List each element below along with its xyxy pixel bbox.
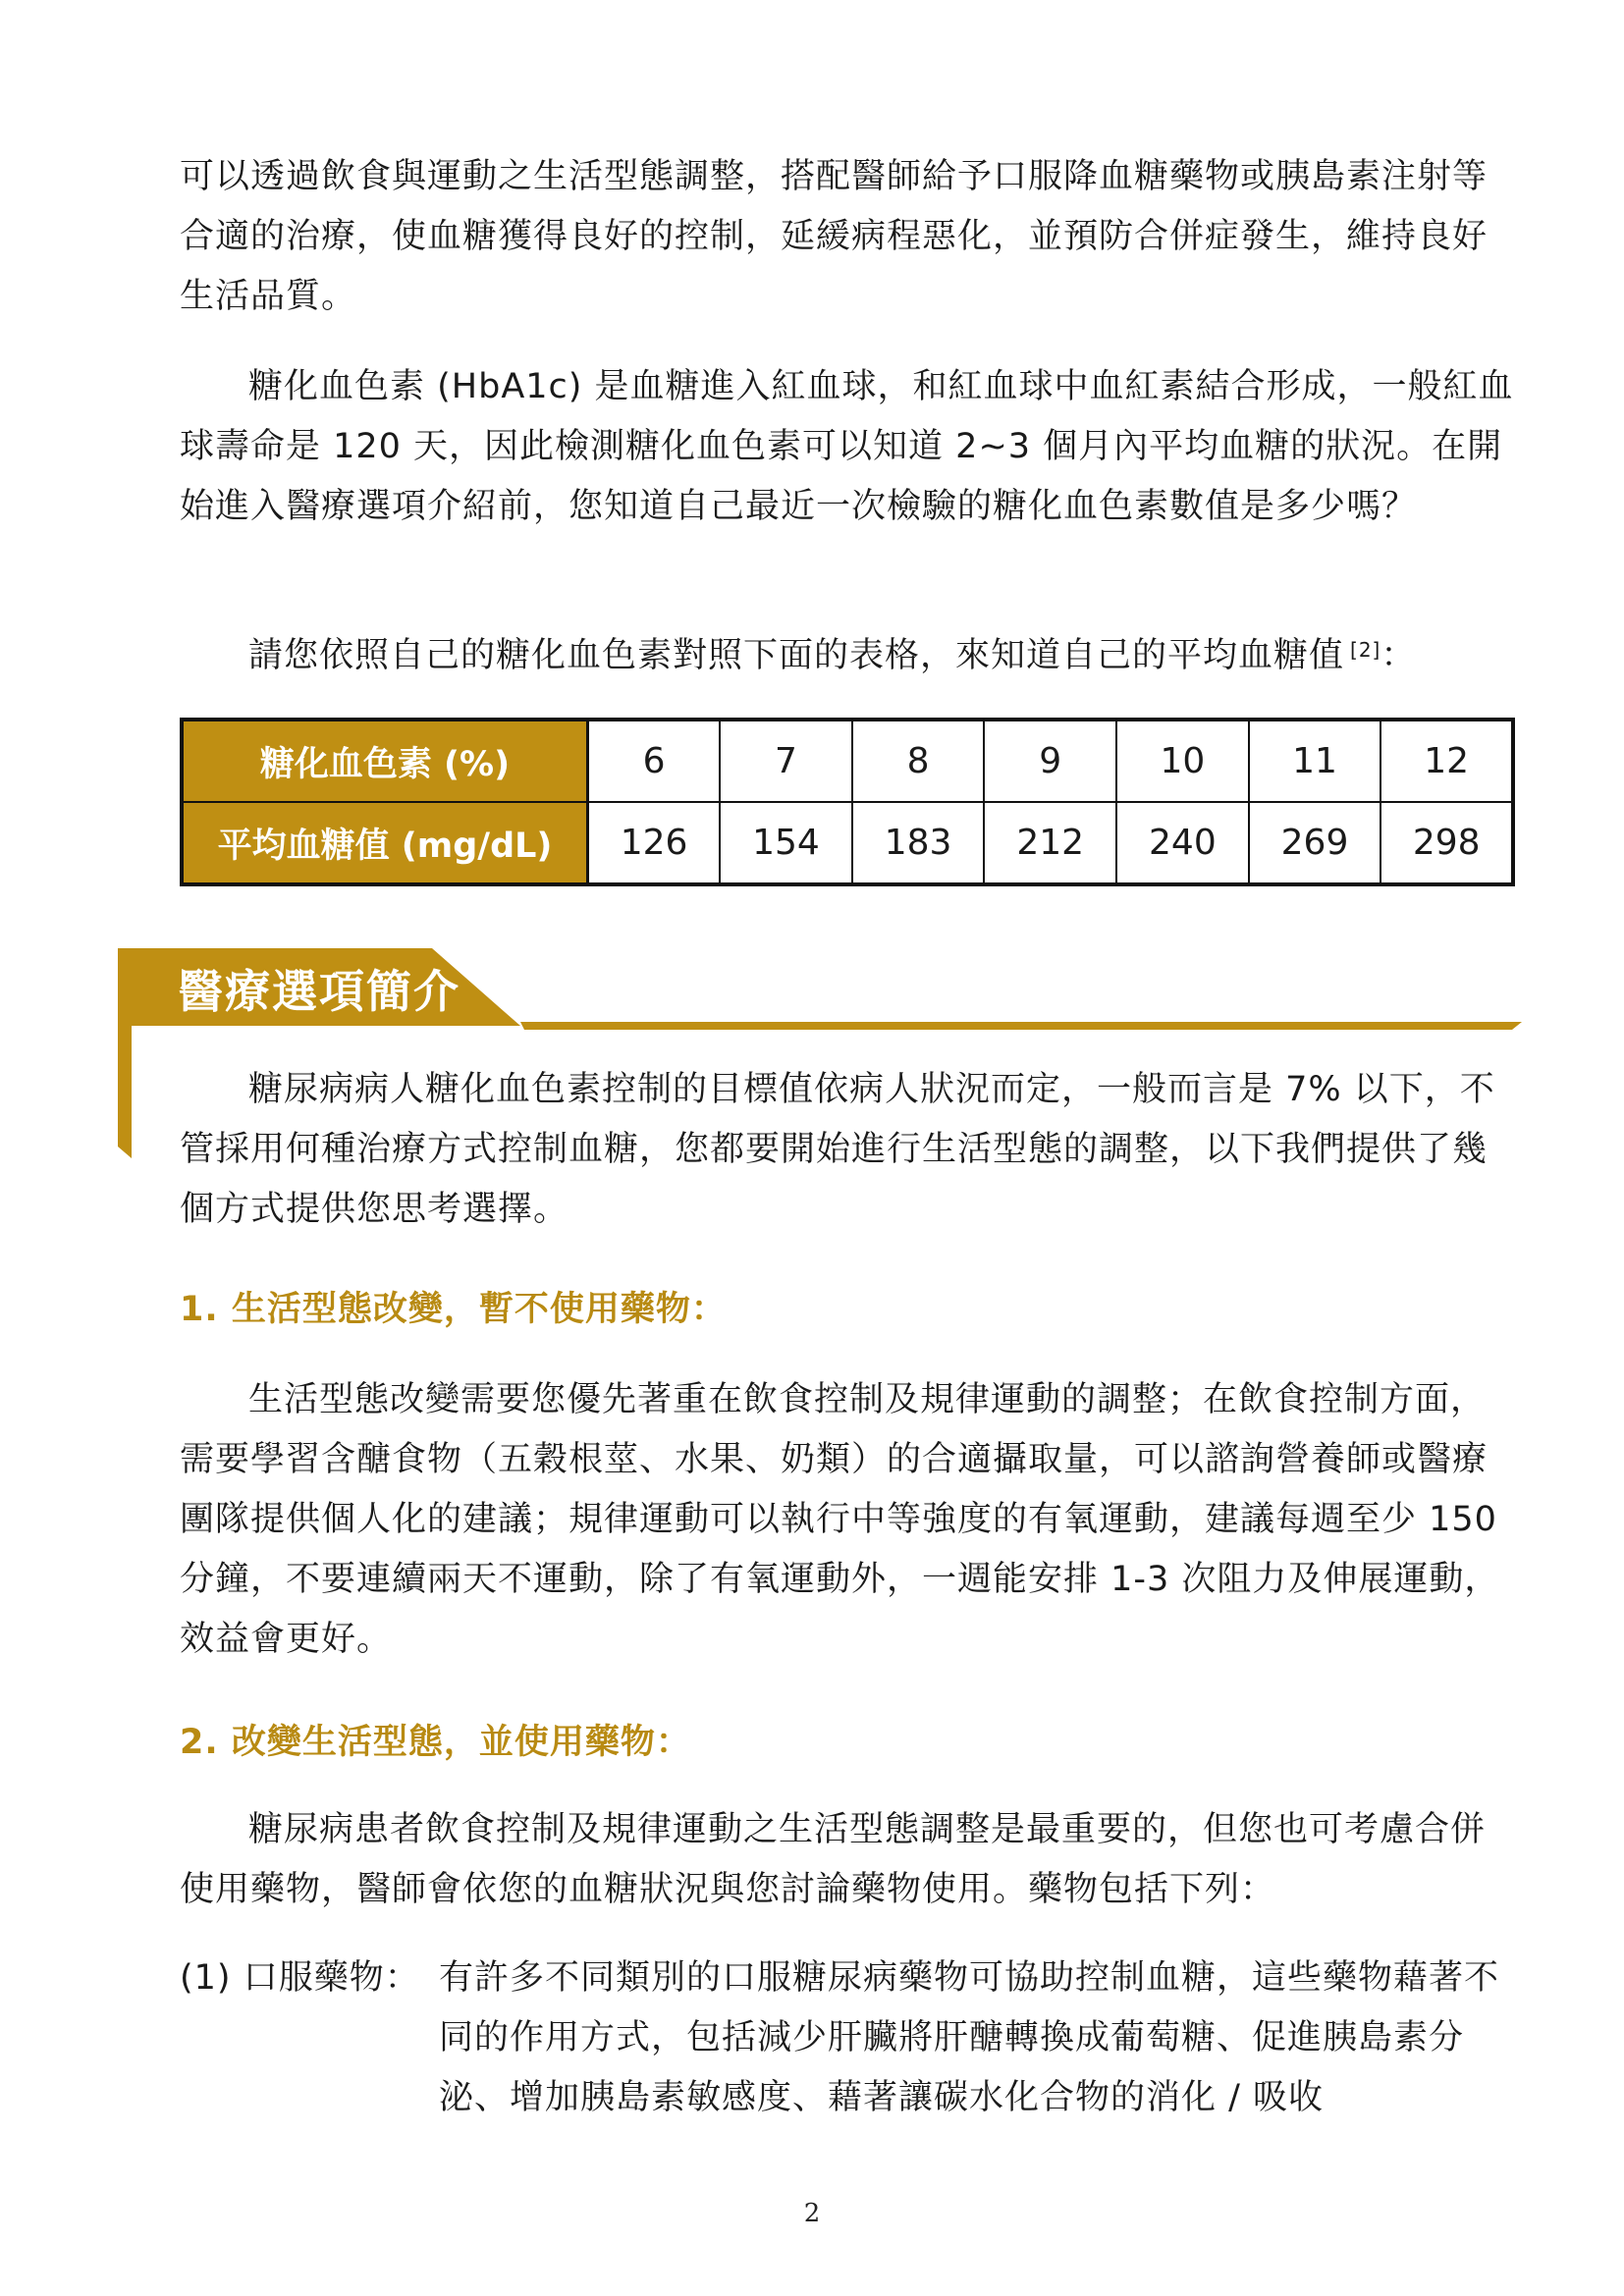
table-cell: 212: [984, 802, 1116, 884]
paragraph-option-2: 糖尿病患者飲食控制及規律運動之生活型態調整是最重要的，但您也可考慮合併使用藥物，醫師會依您的血糖狀況與您討論藥物使用。藥物包括下列：: [180, 1810, 1487, 1909]
banner-left-edge: [118, 1026, 132, 1158]
table-cell: 7: [720, 720, 852, 802]
banner-rule: [520, 1022, 1522, 1030]
paragraph-option-1: 生活型態改變需要您優先著重在飲食控制及規律運動的調整；在飲食控制方面，需要學習含醣食物（五穀根莖、水果、奶類）的合適攝取量，可以諮詢營養師或醫療團隊提供個人化的建議；規律運動可以執行中等強度的有氧運動，建議每週至少 150 分鐘，不要連續兩天不運動，除了有氧運動外，一週能安排 1-3 次阻力及伸展運動，效益會更好。: [180, 1380, 1500, 1659]
table-row-hba1c: [182, 720, 1513, 802]
oral-medication-label: (1) 口服藥物：: [180, 1958, 420, 1998]
table-row-glucose: [182, 802, 1513, 884]
reference-mark: [2]: [1350, 638, 1381, 662]
option-1-heading: 1. 生活型態改變，暫不使用藥物：: [180, 1290, 727, 1329]
paragraph-section-intro: 糖尿病病人糖化血色素控制的目標值依病人狀況而定，一般而言是 7% 以下，不管採用何種治療方式控制血糖，您都要開始進行生活型態的調整，以下我們提供了幾個方式提供您思考選擇。: [180, 1070, 1495, 1229]
table-cell: 298: [1380, 802, 1513, 884]
table-cell: 9: [984, 720, 1116, 802]
table-cell: 154: [720, 802, 852, 884]
paragraph-hba1c: 糖化血色素 (HbA1c) 是血糖進入紅血球，和紅血球中血紅素結合形成，一般紅血球壽命是 120 天，因此檢測糖化血色素可以知道 2~3 個月內平均血糖的狀況。在開始進入醫療選項介紹前，您知道自己最近一次檢驗的糖化血色素數值是多少嗎？: [180, 367, 1514, 526]
table-cell: 10: [1116, 720, 1249, 802]
table-cell: 240: [1116, 802, 1249, 884]
section-title: 醫療選項簡介: [178, 965, 460, 1018]
oral-medication-text: 有許多不同類別的口服糖尿病藥物可協助控制血糖，這些藥物藉著不同的作用方式，包括減少肝臟將肝醣轉換成葡萄糖、促進胰島素分泌、增加胰島素敏感度、藉著讓碳水化合物的消化 / 吸收: [439, 1958, 1500, 2117]
table-cell: 269: [1249, 802, 1381, 884]
paragraph-intro: 可以透過飲食與運動之生活型態調整，搭配醫師給予口服降血糖藥物或胰島素注射等合適的治療，使血糖獲得良好的控制，延緩病程惡化，並預防合併症發生，維持良好生活品質。: [180, 157, 1489, 316]
paragraph-table-lead: [180, 626, 1515, 686]
row-header-hba1c: 糖化血色素 (%): [182, 720, 588, 802]
option-2-heading: 2. 改變生活型態，並使用藥物：: [180, 1723, 691, 1762]
table-cell: 126: [588, 802, 721, 884]
table-cell: 11: [1249, 720, 1381, 802]
table-lead-colon: ：: [1380, 636, 1417, 675]
row-header-glucose: 平均血糖值 (mg/dL): [182, 802, 588, 884]
table-cell: 183: [852, 802, 985, 884]
hba1c-glucose-table: [180, 718, 1515, 886]
table-lead-text: 請您依照自己的糖化血色素對照下面的表格，來知道自己的平均血糖值: [248, 636, 1345, 675]
table-cell: 12: [1380, 720, 1513, 802]
table-cell: 8: [852, 720, 985, 802]
page-number: 2: [803, 2199, 821, 2228]
table-cell: 6: [588, 720, 721, 802]
